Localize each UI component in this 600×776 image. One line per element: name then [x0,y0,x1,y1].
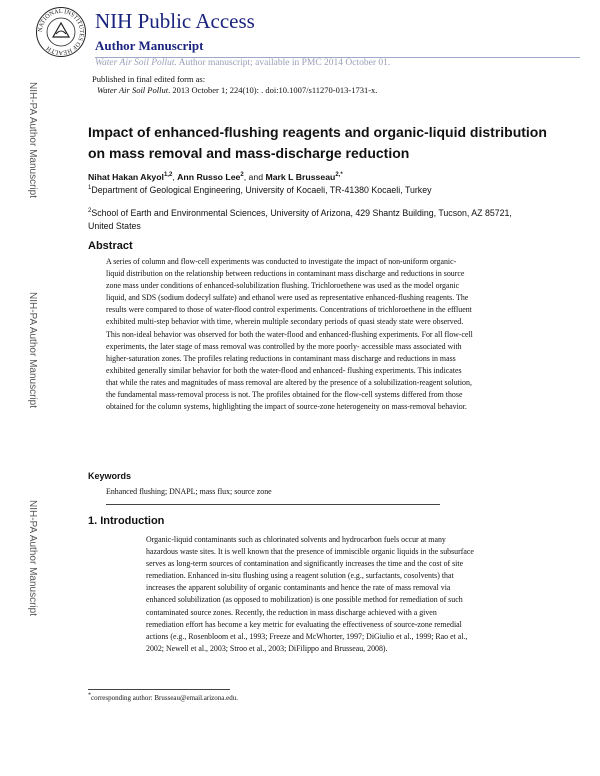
nih-logo-icon [35,6,87,58]
keywords-text: Enhanced flushing; DNAPL; mass flux; source zone [106,487,272,496]
affiliation-1: $^1$Department of Geological Engineering, University of Kocaeli, TR-41380 Kocaeli, Turkey [88,185,432,195]
side-label-middle: NIH-PA Author Manuscript [27,292,38,408]
side-label-top: NIH-PA Author Manuscript [27,82,38,198]
side-label-bottom: NIH-PA Author Manuscript [27,500,38,616]
affiliation-2: $^2$School of Earth and Environmental Sciences, University of Arizona, 429 Shantz Building, Tucson, AZ 85721, United States [88,208,512,231]
header-subtitle: Author Manuscript [95,38,204,53]
author-name: Ann Russo Lee [177,172,241,182]
keywords-divider [106,504,440,505]
svg-text:NATIONAL INSTITUTES OF HEALTH: NATIONAL INSTITUTES OF HEALTH [36,7,86,57]
publication-label: Published in final edited form as: [92,74,206,84]
footnote-divider [88,689,230,690]
author-name: Nihat Hakan Akyol [88,172,164,182]
footnote: *corresponding author: Brusseau@email.arizona.edu. [88,692,238,702]
publication-info [92,74,377,96]
journal-note: Water Air Soil Pollut. Author manuscript; available in PMC 2014 October 01. [95,58,391,68]
introduction-text: Organic-liquid contaminants such as chlorinated solvents and hydrocarbon fuels occur at many hazardous waste sites. It is well known that the presence of immiscible organic liquids in the subsurface serves as long-term sources of contamination and significantly increases the time and the cost of site remediation. Enhanced in-situ flushing using a reagent solution (e.g., surfactants, cosolvents) that increases the apparent solubility of organic contaminants and hence the rate of mass removal via enhanced solubilization (as opposed to mobilization) is one possible method for remediation of such contaminated source zones. Recently, the reduction in mass discharge achieved with a given remediation effort has become a key metric for evaluating the effectiveness of source-zone remedial actions (e.g., Rosenbloom et al., 1993; Freeze and McWhorter, 1997; DiGiulio et al., 1999; Rao et al., 2002; Newell et al., 2003; Stroo et al., 2003; DiFilippo and Brusseau, 2008). [146,535,474,653]
abstract-text: A series of column and flow-cell experiments was conducted to investigate the impact of non-uniform organic-liquid distribution on the relationship between reductions in contaminant mass discharge and reductions in source zone mass under conditions of enhanced-solubilization flushing. Trichloroethene was used as the model organic liquid, and SDS (sodium dodecyl sulfate) and ethanol were used as representative enhanced-flushing reagents. The results were compared to those of water-flood control experiments. Concentrations of trichloroethene in the effluent exhibited multi-step behavior with time, wherein multiple secondary periods of quasi steady state were observed. This non-ideal behavior was observed for both the water-flood and enhanced-flushing experiments. For all flow-cell experiments, the later stage of mass removal was controlled by the more poorly- accessible mass associated with higher-saturation zones. The profiles relating reductions in contaminant mass discharge and reductions in mass exhibited generally similar behavior for both the water-flood and enhanced- flushing experiments. This indicates that while the rates and magnitudes of mass removal are altered by the presence of a solubilization-reagent solution, the fundamental mass-removal process is not. The profiles obtained for the flow-cell systems differed from those obtained for the column systems, highlighting the impact of source-zone heterogeneity on mass-removal behavior. [106,257,473,412]
header-title: NIH Public Access [95,9,255,33]
abstract-heading: Abstract [88,240,133,252]
introduction-heading: 1. Introduction [88,515,165,527]
author-list: Nihat Hakan Akyol$^{1,2}$, Ann Russo Lee$^2$, and Mark L Brusseau$^{2,*}$ [88,172,343,182]
author-name: Mark L Brusseau [265,172,336,182]
publication-citation: Water Air Soil Pollut. 2013 October 1; 224(10): . doi:10.1007/s11270-013-1731-x. [97,85,378,95]
article-title: Impact of enhanced-flushing reagents and organic-liquid distribution on mass removal and mass-discharge reduction [88,124,547,161]
keywords-heading: Keywords [88,471,132,481]
